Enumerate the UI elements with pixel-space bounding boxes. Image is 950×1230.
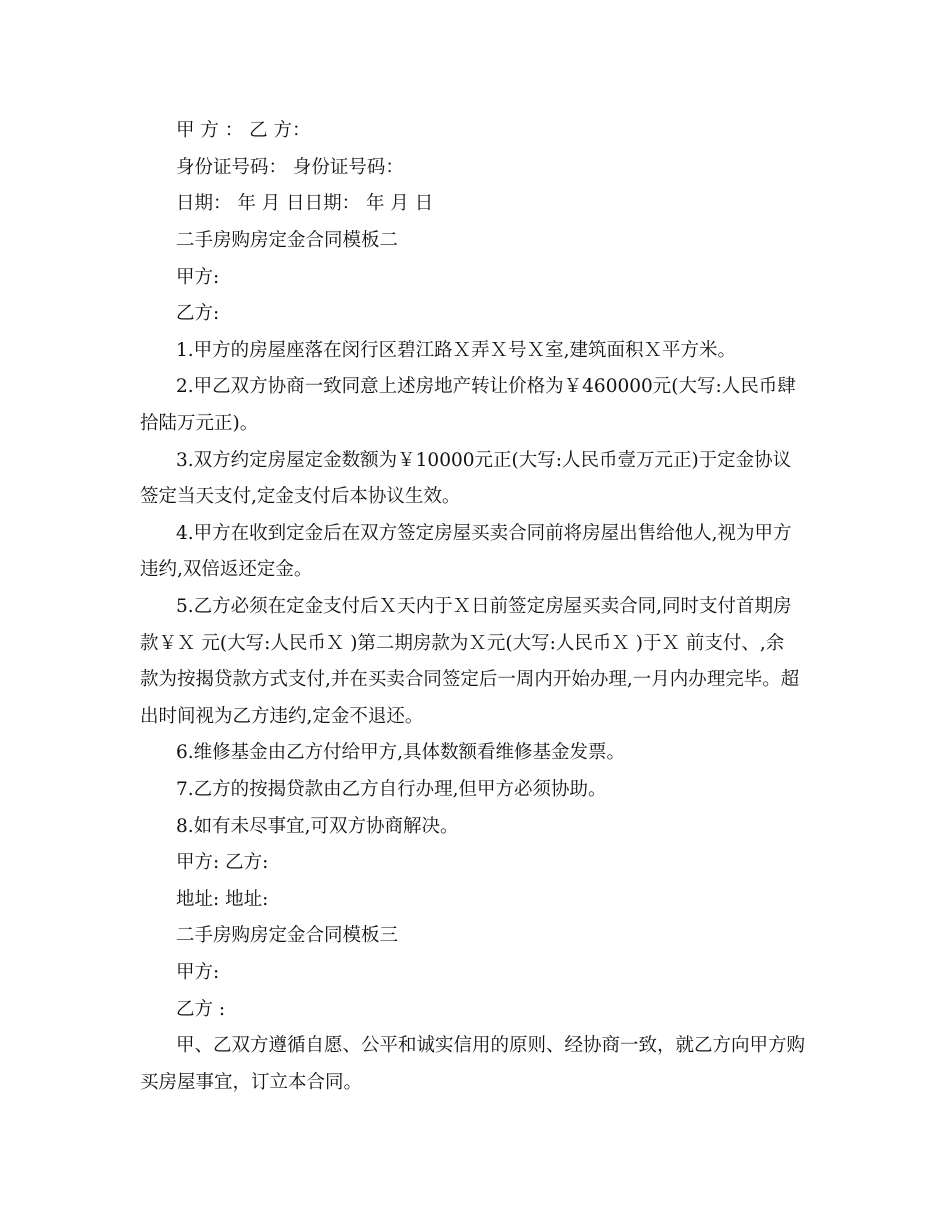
preamble-line-2: 买房屋事宜，订立本合同。	[140, 1072, 363, 1093]
section-heading-template-three: 二手房购房定金合同模板三	[176, 925, 399, 946]
preamble-line-1: 甲、乙双方遵循自愿、公平和诚实信用的原则、经协商一致，就乙方向甲方购	[176, 1035, 806, 1056]
clause-5-line-4: 出时间视为乙方违约,定金不退还。	[140, 706, 424, 727]
clause-2-line-2: 拾陆万元正)。	[140, 413, 259, 434]
signature-parties: 甲方: 乙方:	[176, 852, 269, 873]
clause-7: 7.乙方的按揭贷款由乙方自行办理,但甲方必须协助。	[176, 779, 607, 800]
clause-3-line-1: 3.双方约定房屋定金数额为￥10000元正(大写:人民币壹万元正)于定金协议	[176, 450, 792, 471]
clause-2-line-1: 2.甲乙双方协商一致同意上述房地产转让价格为￥460000元(大写:人民币肆	[176, 376, 796, 397]
clause-5-line-1: 5.乙方必须在定金支付后Ｘ天内于Ｘ日前签定房屋买卖合同,同时支付首期房	[176, 596, 792, 617]
section-heading-template-two: 二手房购房定金合同模板二	[176, 230, 399, 251]
party-a-label-2: 甲方:	[176, 962, 220, 983]
clause-8: 8.如有未尽事宜,可双方协商解决。	[176, 816, 459, 837]
clause-4-line-2: 违约,双倍返还定金。	[140, 559, 313, 580]
clause-4-line-1: 4.甲方在收到定金后在双方签定房屋买卖合同前将房屋出售给他人,视为甲方	[176, 523, 792, 544]
clause-3-line-2: 签定当天支付,定金支付后本协议生效。	[140, 486, 461, 507]
id-number-line: 身份证号码： 身份证号码：	[176, 157, 404, 178]
party-b-label-2: 乙方 :	[176, 999, 226, 1020]
clause-5-line-2: 款￥Ｘ 元(大写:人民币Ｘ )第二期房款为Ｘ元(大写:人民币Ｘ )于Ｘ 前支付、,余	[140, 633, 785, 654]
party-a-label: 甲方:	[176, 267, 220, 288]
clause-5-line-3: 款为按揭贷款方式支付,并在买卖合同签定后一周内开始办理,一月内办理完毕。超	[140, 669, 800, 690]
clause-1: 1.甲方的房屋座落在闵行区碧江路Ｘ弄Ｘ号Ｘ室,建筑面积Ｘ平方米。	[176, 340, 737, 361]
address-line: 地址: 地址:	[176, 889, 269, 910]
party-b-label: 乙方:	[176, 303, 220, 324]
signature-party-line: 甲 方 ： 乙 方：	[176, 120, 311, 141]
date-line: 日期： 年 月 日日期： 年 月 日	[176, 193, 434, 214]
clause-6: 6.维修基金由乙方付给甲方,具体数额看维修基金发票。	[176, 742, 626, 763]
